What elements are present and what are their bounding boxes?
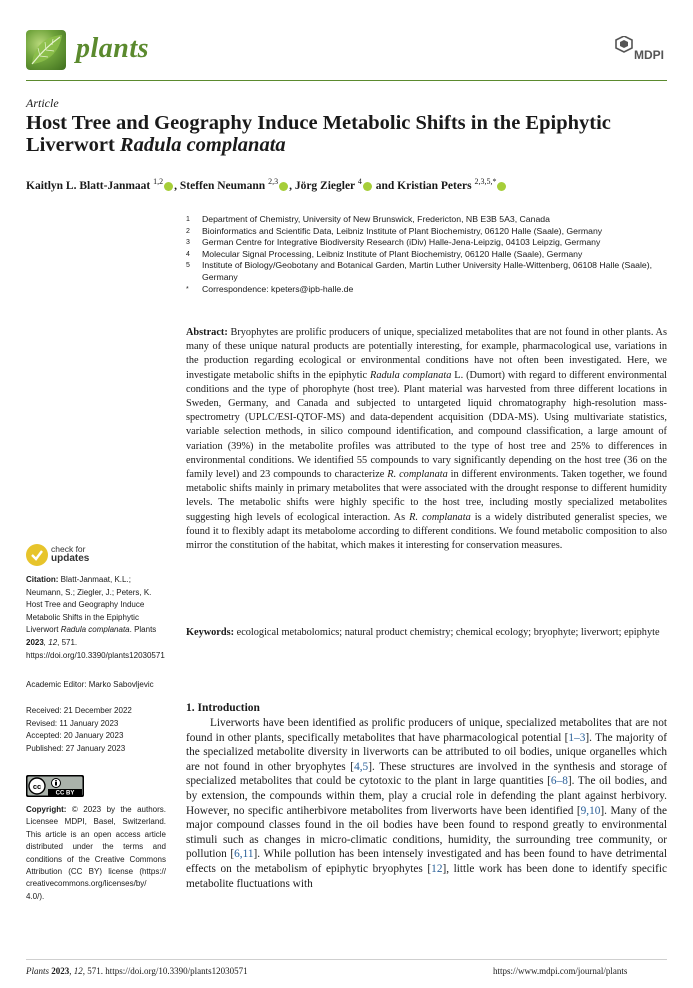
citation-vol: , 12 — [43, 637, 58, 647]
affiliation-row — [186, 214, 666, 226]
author-name[interactable]: Jörg Ziegler — [294, 179, 355, 192]
affiliation-row — [186, 237, 666, 249]
footer-citation: Plants 2023, 12, 571. https://doi.org/10.3390/plants12030571 — [26, 966, 248, 976]
citation-rest: , 571. https://doi.org/10.3390/plants12030571 — [26, 637, 165, 660]
intro-text: ], little work has been done to identify specific metabolite fluctuations with — [186, 862, 668, 890]
keywords — [186, 626, 667, 640]
orcid-icon[interactable] — [164, 182, 173, 191]
affiliation-text: Molecular Signal Processing, Leibniz Institute of Plant Biochemistry, 06120 Halle (Saale), Germany — [202, 248, 583, 259]
affiliation-text: Institute of Biology/Geobotany and Botanical Garden, Martin Luther University Halle-Wittenberg, 06108 Halle (Saale), Germany — [202, 260, 653, 282]
citation-year: 2023 — [26, 637, 44, 647]
svg-text:cc: cc — [32, 782, 42, 791]
reference-link[interactable]: 6,11 — [234, 848, 254, 861]
affiliation-text: Department of Chemistry, University of New Brunswick, Fredericton, NB E3B 5A3, Canada — [202, 214, 550, 224]
license-badge-text: CC BY — [55, 790, 75, 797]
footer-divider — [26, 959, 667, 960]
mdpi-logo[interactable] — [610, 36, 666, 64]
abstract-text: is a widely distributed generalist species, we found it to flexibly adapt its metabolome according to different conditions. We found metabolic composition to also mirror the constitution of the habitat, which makes it interesting for conservation measures. — [186, 511, 667, 552]
author-affiliation-mark: 2,3,5,* — [474, 177, 497, 186]
author-affiliation-mark: 2,3 — [268, 177, 279, 186]
intro-text: ]. The majority of the specialized metabolite diversity in liverworts can be attributed to oil bodies, unique organelles which are not found in other bryophytes [ — [186, 731, 667, 773]
academic-editor: Academic Editor: Marko Sabovljevic — [26, 680, 154, 689]
leaf-icon — [26, 30, 66, 70]
check-for-updates-button[interactable] — [26, 542, 156, 570]
reference-link[interactable]: 9,10 — [580, 804, 601, 817]
species-name: R. complanata — [409, 511, 471, 523]
orcid-icon[interactable] — [497, 182, 506, 191]
copyright-text: © 2023 by the authors. Licensee MDPI, Basel, Switzerland. This article is an open access article distributed under the terms and conditions of the Creative Commons Attribution (CC BY) license (https:// creativecommons.org/licenses/by/ 4.0/). — [26, 805, 166, 901]
orcid-icon[interactable] — [363, 182, 372, 191]
reference-link[interactable]: 12 — [431, 862, 443, 875]
affiliation-number: 4 — [186, 250, 190, 258]
affiliation-row — [186, 260, 666, 283]
abstract-text: L. (Dumort) with regard to different environmental conditions and the type of phorophyte (host tree). Plant material was harvested from three different locations in Sweden, Germany, and Canada and subjected to untargeted liquid chromatography high-resolution mass-spectrometry (UPLC/ESI-QTOF-MS) and data-dependent acquisition (DDA-MS). Using multivariate statistics, variable selection methods, in silico compound identification, and compound classification, a large amount of variation (39%) in the metabolite profiles was attributed to the type of host tree and 25% to differences in environmental conditions. We identified 55 compounds to vary significantly depending on the host tree (36 on the family level) and 23 compounds to characterize — [186, 369, 668, 481]
keywords-text: ecological metabolomics; natural product chemistry; chemical ecology; bryophyte; liverwort; epiphyte — [234, 627, 660, 638]
species-name: Radula complanata — [370, 369, 452, 381]
reference-link[interactable]: 4,5 — [354, 760, 369, 773]
journal-name[interactable]: plants — [76, 33, 150, 64]
date-line: Revised: 11 January 2023 — [26, 718, 119, 728]
intro-text: Liverworts have been identified as prolific producers of unique, specialized metabolites that are not found in other plants, specifically metabolites that have pharmacological potential [ — [186, 717, 667, 744]
affiliations — [186, 214, 666, 295]
copyright-label: Copyright: — [26, 805, 67, 814]
citation-journal: . Plants — [129, 625, 157, 635]
citation-species: Radula complanata — [60, 625, 130, 635]
header-divider — [26, 80, 667, 81]
abstract-label: Abstract: — [186, 327, 228, 338]
check-updates-icon — [26, 544, 48, 566]
keywords-label: Keywords: — [186, 627, 235, 638]
check-line1: check for — [51, 544, 86, 554]
publication-dates — [26, 705, 166, 755]
publisher-name: MDPI — [634, 48, 664, 62]
date-line: Accepted: 20 January 2023 — [26, 731, 124, 741]
journal-leaf-logo — [26, 30, 66, 70]
intro-text: ]. While pollution has been intensely investigated and has been found to have detrimental effects on the metabolism of epiphytic bryophytes [ — [186, 848, 668, 875]
affiliation-row — [186, 284, 666, 296]
affiliation-number: 2 — [186, 227, 190, 235]
author-name[interactable]: Steffen Neumann — [179, 179, 266, 192]
citation-text: Blatt-Janmaat, K.L.; Neumann, S.; Ziegler, J.; Peters, K. Host Tree and Geography Induce Metabolic Shifts in the Epiphytic Liverwort — [26, 575, 152, 635]
citation-block — [26, 574, 166, 662]
date-line: Published: 27 January 2023 — [26, 743, 126, 753]
title-main: Host Tree and Geography Induce Metabolic Shifts in the Epiphytic Liverwort — [26, 112, 611, 156]
intro-text: ]. The oil bodies, and by extension, the compounds within them, play a crucial role in defending the plant against herbivory. However, no specific antiherbivore metabolites from liverworts have been identified [ — [186, 775, 667, 817]
author-name[interactable]: Kaitlyn L. Blatt-Janmaat — [26, 179, 151, 192]
orcid-icon[interactable] — [279, 182, 288, 191]
journal-url-link[interactable]: https://www.mdpi.com/journal/plants — [493, 966, 628, 976]
affiliation-row — [186, 226, 666, 238]
date-line: Received: 21 December 2022 — [26, 706, 132, 715]
article-type: Article — [26, 96, 59, 110]
abstract-text: in different environments. Taken together, we found metabolic shifts mainly in primary metabolites that were associated with the drought response to different humidity levels. The metabolic shifts were highly specific to the host tree, including mostly specialized metabolites suggesting high levels of ecological interaction. As — [186, 469, 667, 523]
section-heading: 1. Introduction — [186, 702, 260, 714]
citation-label: Citation: — [26, 575, 59, 584]
footer-rest: , 571. https://doi.org/10.3390/plants12030571 — [82, 966, 248, 976]
affiliation-text: German Centre for Integrative Biodiversity Research (iDiv) Halle-Jena-Leipzig, 04103 Leipzig, Germany — [202, 237, 601, 248]
affiliation-number: 3 — [186, 239, 190, 247]
article-title — [26, 112, 666, 156]
author-affiliation-mark: 1,2 — [153, 177, 164, 186]
check-line2: updates — [51, 553, 90, 564]
author-list: Kaitlyn L. Blatt-Janmaat $^{1,2}$ , Steffen Neumann $^{2,3}$ , Jörg Ziegler $^4$ and Kristian Peters $^{2,3,5,*}$ — [26, 175, 666, 193]
species-name: R. complanata — [387, 469, 448, 481]
footer-year: 2023 — [51, 966, 70, 976]
affiliation-text: Bioinformatics and Scientific Data, Leibniz Institute of Plant Biochemistry, 06120 Halle (Saale), Germany — [202, 225, 603, 236]
intro-text: ]. Many of the major compound classes found in the oil bodies have been found to respond greatly to environmental stimuli such as changes in micro-climatic conditions, humidity, the surrounding tree community, or pollution [ — [186, 804, 667, 861]
title-species: Radula complanata — [119, 134, 286, 156]
affiliation-number: * — [186, 285, 189, 293]
intro-text: ]. These structures are involved in the synthesis and storage of specialized metabolites that could be cytotoxic to the plant in large quantities [ — [186, 760, 667, 788]
reference-link[interactable]: 6–8 — [550, 775, 568, 788]
author-affiliation-mark: 4 — [357, 177, 362, 186]
abstract-text: Bryophytes are prolific producers of unique, specialized metabolites that are not found in other plants. As many of these unique natural products are potentially interesting, for example, pharmacological use, variations in the production regarding ecological or environmental conditions have not often been investigated. Here, we investigate metabolic shifts in the epiphytic — [186, 327, 667, 381]
introduction-text — [186, 716, 667, 891]
cc-by-license-badge[interactable] — [26, 775, 84, 797]
affiliation-number: 1 — [186, 216, 190, 223]
copyright-notice — [26, 804, 166, 903]
footer-vol: 12 — [73, 966, 83, 976]
reference-link[interactable]: 1–3 — [568, 731, 586, 744]
affiliation-number: 5 — [186, 262, 190, 270]
affiliation-row — [186, 249, 666, 261]
affiliation-text: Correspondence: kpeters@ipb-halle.de — [202, 283, 354, 294]
abstract — [186, 326, 667, 553]
author-name[interactable]: Kristian Peters — [397, 179, 472, 192]
footer-journal: Plants — [26, 966, 50, 976]
